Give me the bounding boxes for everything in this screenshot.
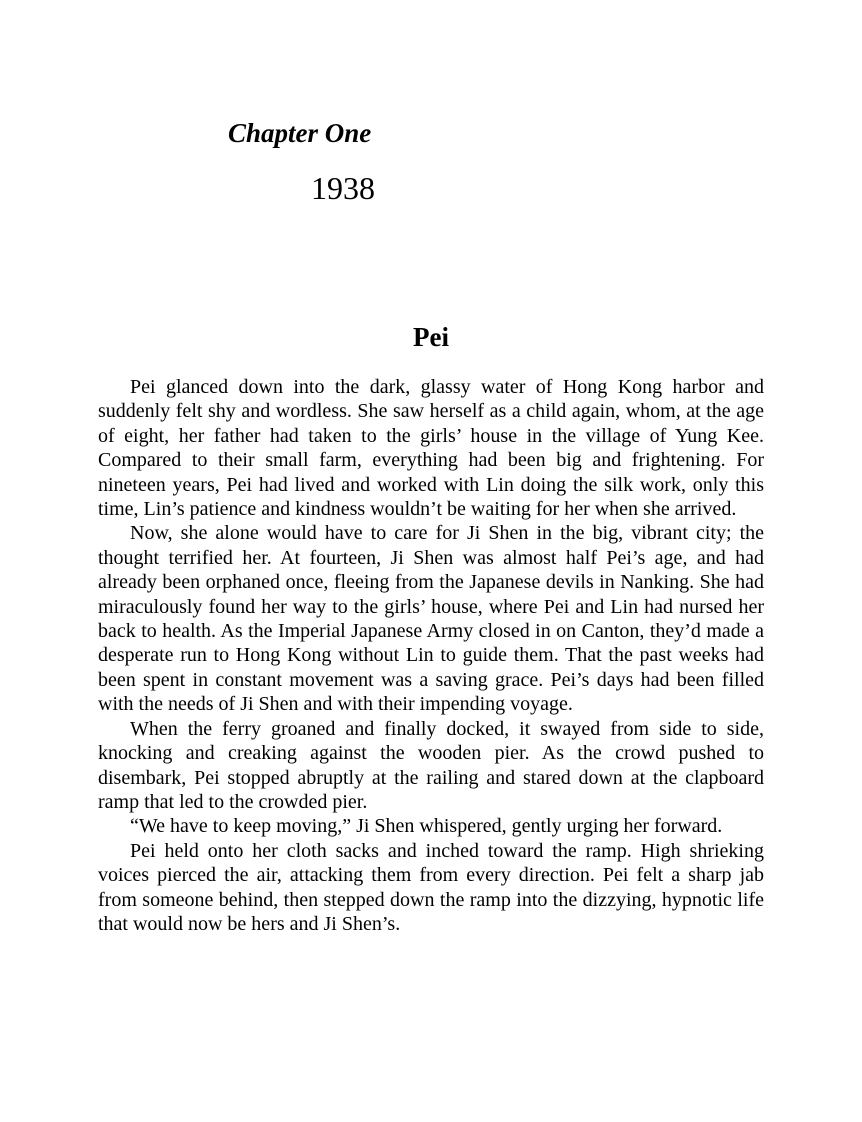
section-title-text: Pei xyxy=(413,322,449,352)
paragraph: “We have to keep moving,” Ji Shen whispered, gently urging her forward. xyxy=(130,815,723,838)
body-text xyxy=(98,375,764,936)
chapter-heading: Chapter One xyxy=(228,118,372,148)
chapter-year: 1938 xyxy=(311,170,375,206)
paragraph: Pei glanced down into the dark, glassy water of Hong Kong harbor and suddenly felt shy and wordless. She saw herself as a child again, whom, at the age of eight, her father had taken to the girls’ house in the village of Yung Kee. Compared to their small farm, everything had been big and frightening. For nineteen years, Pei had lived and worked with Lin doing the silk work, only this time, Lin’s patience and kindness wouldn’t be waiting for her when she arrived. xyxy=(98,376,764,521)
paragraph: Now, she alone would have to care for Ji Shen in the big, vibrant city; the thought terrified her. At fourteen, Ji Shen was almost half Pei’s age, and had already been orphaned once, fleeing from the Japanese devils in Nanking. She had miraculously found her way to the girls’ house, where Pei and Lin had nursed her back to health. As the Imperial Japanese Army closed in on Canton, they’d made a desperate run to Hong Kong without Lin to guide them. That the past weeks had been spent in constant movement was a saving grace. Pei’s days had been filled with the needs of Ji Shen and with their impending voyage. xyxy=(98,522,764,716)
paragraph: Pei held onto her cloth sacks and inched toward the ramp. High shrieking voices pierced the air, attacking them from every direction. Pei felt a sharp jab from someone behind, then stepped down the ramp into the dizzying, hypnotic life that would now be hers and Ji Shen’s. xyxy=(98,839,764,935)
paragraph: When the ferry groaned and finally docked, it swayed from side to side, knocking and creaking against the wooden pier. As the crowd pushed to disembark, Pei stopped abruptly at the railing and stared down at the clapboard ramp that led to the crowded pier. xyxy=(98,717,764,813)
section-title xyxy=(0,320,862,354)
